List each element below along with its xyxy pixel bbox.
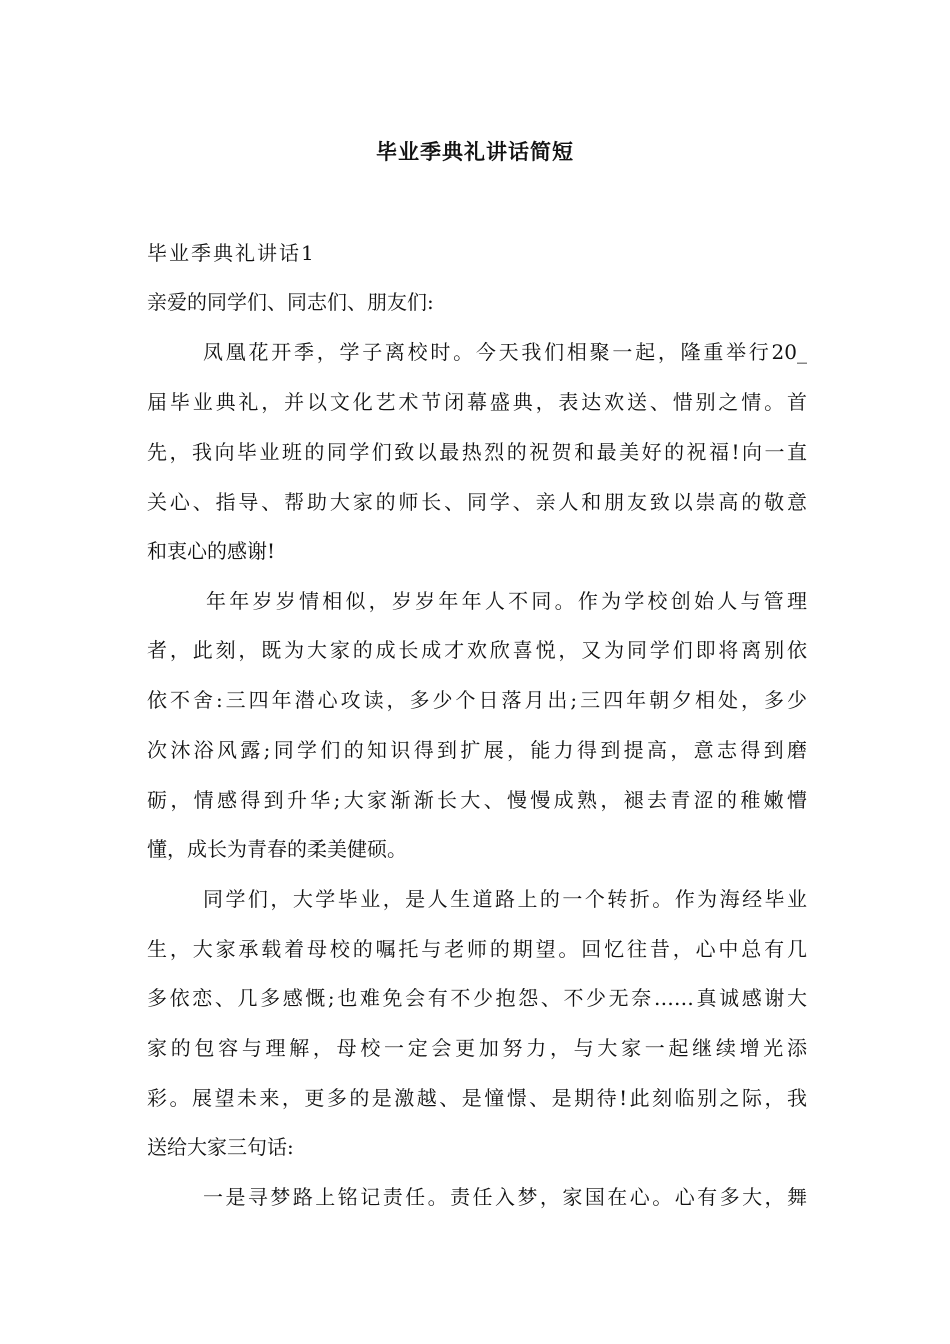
paragraph-line: 次沐浴风露;同学们的知识得到扩展，能力得到提高，意志得到磨 — [147, 738, 807, 762]
paragraph-line: 年年岁岁情相似，岁岁年年人不同。作为学校创始人与管理 — [206, 589, 807, 613]
section-heading: 毕业季典礼讲话1 — [147, 241, 316, 265]
paragraph-line: 一是寻梦路上铭记责任。责任入梦，家国在心。心有多大，舞 — [203, 1185, 807, 1209]
paragraph-line: 生，大家承载着母校的嘱托与老师的期望。回忆往昔，心中总有几 — [147, 937, 807, 961]
paragraph-line: 同学们，大学毕业，是人生道路上的一个转折。作为海经毕业 — [203, 887, 807, 911]
paragraph-line: 先，我向毕业班的同学们致以最热烈的祝贺和最美好的祝福!向一直 — [147, 440, 807, 464]
paragraph-line: 多依恋、几多感慨;也难免会有不少抱怨、不少无奈……真诚感谢大 — [147, 986, 807, 1010]
paragraph-line: 依不舍:三四年潜心攻读，多少个日落月出;三四年朝夕相处，多少 — [147, 688, 807, 712]
paragraph-line: 届毕业典礼，并以文化艺术节闭幕盛典，表达欢送、惜别之情。首 — [147, 390, 807, 414]
paragraph-line: 家的包容与理解，母校一定会更加努力，与大家一起继续增光添 — [147, 1036, 807, 1060]
paragraph-line: 关心、指导、帮助大家的师长、同学、亲人和朋友致以崇高的敬意 — [147, 490, 807, 514]
paragraph-line: 懂，成长为青春的柔美健硕。 — [147, 837, 407, 861]
paragraph-line: 凤凰花开季，学子离校时。今天我们相聚一起，隆重举行20_ — [203, 340, 807, 364]
paragraph-line: 彩。展望未来，更多的是激越、是憧憬、是期待!此刻临别之际，我 — [147, 1086, 807, 1110]
paragraph-line: 送给大家三句话: — [147, 1135, 294, 1159]
paragraph-line: 砺，情感得到升华;大家渐渐长大、慢慢成熟，褪去青涩的稚嫩懵 — [147, 788, 807, 812]
salutation-line: 亲爱的同学们、同志们、朋友们: — [147, 290, 434, 314]
paragraph-line: 者，此刻，既为大家的成长成才欢欣喜悦，又为同学们即将离别依 — [147, 638, 807, 662]
document-title: 毕业季典礼讲话简短 — [376, 140, 574, 164]
paragraph-line: 和衷心的感谢! — [147, 539, 276, 563]
